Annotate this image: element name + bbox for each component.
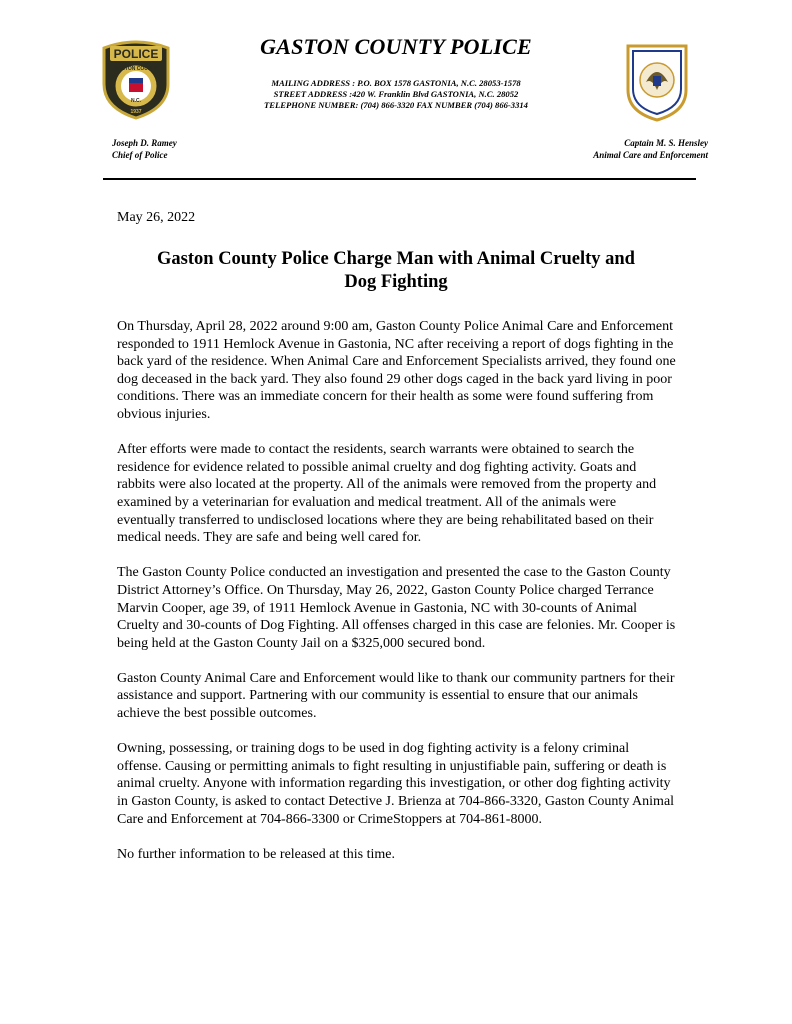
badge-ring-text: GASTON COUNTY [114, 66, 158, 72]
paragraph-incident: On Thursday, April 28, 2022 around 9:00 am, Gaston County Police Animal Care and Enforcement responded to 1911 Hemlock Avenue in Gastonia, NC after receiving a report of dogs fighting in the back yard of the residence. When Animal Care and Enforcement Specialists arrived, they found one dog deceased in the back yard. They also found 29 other dogs caged in the back yard living in poor conditions. There was an immediate concern for their health as some were found suffering from obvious injuries. [117, 319, 676, 422]
paragraph-charges: The Gaston County Police conducted an investigation and presented the case to the Gaston County District Attorney’s Office. On Thursday, May 26, 2022, Gaston County Police charged Terrance Marvin Cooper, age 39, of 1911 Hemlock Avenue in Gastonia, NC with 30-counts of Animal Cruelty and 30-counts of Dog Fighting. All offenses charged in this case are felonies. Mr. Cooper is being held at the Gaston County Jail on a $325,000 secured bond. [117, 565, 676, 651]
mailing-address: MAILING ADDRESS : P.O. BOX 1578 GASTONIA, N.C. 28053-1578 [271, 78, 521, 88]
animal-care-seal-icon [622, 40, 692, 122]
captain-name: Captain M. S. Hensley [624, 138, 708, 148]
badge-year-text: 1937 [130, 109, 142, 115]
headline-line-2: Dog Fighting [344, 272, 448, 292]
captain-signatory [593, 137, 708, 161]
press-release-headline [117, 248, 675, 294]
badge-state-text: N.C. [131, 98, 141, 104]
paragraph-closing: No further information to be released at this time. [117, 846, 395, 862]
chief-title: Chief of Police [112, 150, 168, 160]
captain-title: Animal Care and Enforcement [593, 150, 708, 160]
telephone-fax: TELEPHONE NUMBER: (704) 866-3320 FAX NUMBER (704) 866-3314 [264, 100, 528, 110]
letterhead-divider [103, 178, 696, 180]
chief-signatory [112, 137, 177, 161]
badge-police-text: POLICE [113, 47, 159, 61]
paragraph-contact-info: Owning, possessing, or training dogs to be used in dog fighting activity is a felony criminal offense. Causing or permitting animals to fight resulting in unjustifiable pain, suffering or death is animal cruelty. Anyone with information regarding this investigation, or other dog fighting activity in Gaston County, is asked to contact Detective J. Brienza at 704-866-3320, Gaston County Animal Care and Enforcement at 704-866-3300 or CrimeStoppers at 704-861-8000. [117, 741, 675, 827]
press-release-body [117, 318, 677, 881]
paragraph-thanks: Gaston County Animal Care and Enforcement would like to thank our community partners for their assistance and support. Partnering with our community is essential to ensure that our animals achieve the best possible outcomes. [117, 670, 675, 722]
paragraph-search-warrants: After efforts were made to contact the residents, search warrants were obtained to search the residence for evidence related to possible animal cruelty and dog fighting activity. Goats and rabbits were also located at the property. All of the animals were removed from the property and examined by a veterinarian for evaluation and medical treatment. All of the animals were eventually transferred to undisclosed locations where they are being rehabilitated based on their medical needs. They are safe and being well cared for. [117, 442, 657, 546]
headline-line-1: Gaston County Police Charge Man with Animal Cruelty and [157, 249, 635, 269]
agency-title: GASTON COUNTY POLICE [260, 34, 532, 59]
release-date: May 26, 2022 [117, 210, 196, 225]
street-address: STREET ADDRESS :420 W. Franklin Blvd GASTONIA, N.C. 28052 [273, 89, 519, 99]
chief-name: Joseph D. Ramey [112, 138, 177, 148]
